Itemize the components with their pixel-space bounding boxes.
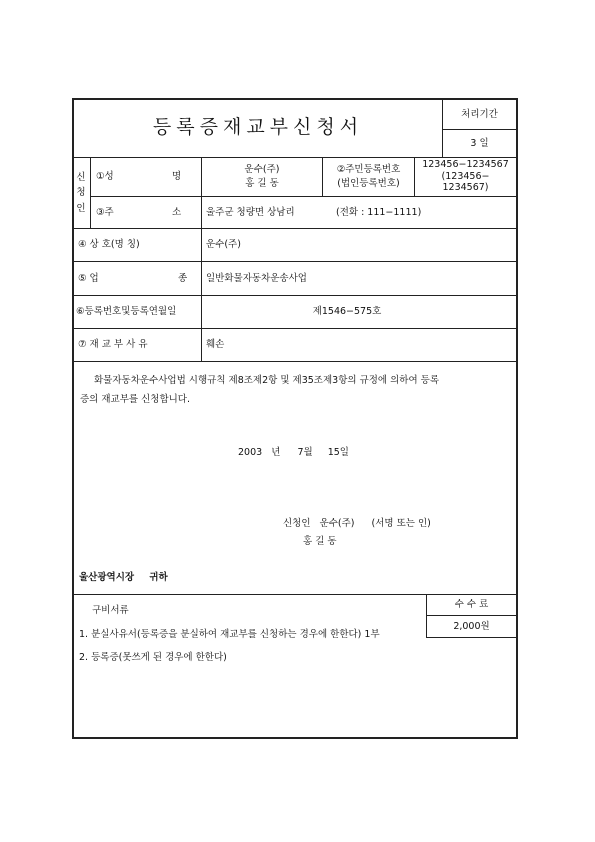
document-item-1: 1. 분실사유서(등록증을 분실하여 재교부를 신청하는 경우에 한한다) 1부 <box>79 629 380 641</box>
id-value <box>415 159 516 194</box>
form-bottom-border <box>72 737 518 739</box>
statement <box>80 372 510 409</box>
date-year-unit: 년 <box>271 447 281 458</box>
business-label-end: 종 <box>178 272 188 284</box>
company-label: ④ 상 호(명 칭) <box>78 239 140 251</box>
fee-bottom-line <box>426 637 518 638</box>
form-right-border <box>516 98 518 739</box>
name-label: ①성 <box>96 171 114 183</box>
signature-applicant-label: 신청인 <box>283 518 311 529</box>
reason-label: ⑦ 재 교 부 사 유 <box>78 339 148 351</box>
row-line <box>72 157 518 158</box>
address-label-end: 소 <box>172 206 182 218</box>
application-date <box>238 444 349 458</box>
statement-line2: 증의 재교부를 신청합니다. <box>80 393 191 405</box>
col-line <box>90 157 91 228</box>
form-title: 등록증재교부신청서 <box>152 116 364 139</box>
registration-value: 제1546−575호 <box>312 306 382 318</box>
name-value-line2: 홍 길 동 <box>245 178 279 189</box>
date-year: 2003 <box>238 447 263 458</box>
registration-label: ⑥등록번호및등록연월일 <box>76 306 177 318</box>
id-label-line1: ②주민등록번호 <box>336 164 401 175</box>
signature-applicant-name: 운수(주) <box>319 518 355 529</box>
business-label: ⑤ 업 <box>78 272 99 284</box>
name-label-end: 명 <box>172 171 182 183</box>
id-label-line2: (법인등록번호) <box>337 178 400 189</box>
date-month: 7월 <box>297 447 313 458</box>
row-line <box>90 196 518 197</box>
company-value: 운수(주) <box>206 239 241 251</box>
applicant-section-label: 신청인 <box>76 172 86 214</box>
name-value-line1: 운수(주) <box>244 164 280 175</box>
recipient-name: 울산광역시장 <box>79 572 135 583</box>
fee-value: 2,000원 <box>453 620 490 632</box>
fee-label: 수 수 료 <box>454 599 489 611</box>
document-item-2: 2. 등록증(못쓰게 된 경우에 한한다) <box>79 652 227 664</box>
address-value: 울주군 청량면 상남리 <box>206 206 295 218</box>
name-value <box>202 163 322 191</box>
phone-value: (전화 : 111−1111) <box>336 206 422 218</box>
business-value: 일반화물자동차운송사업 <box>206 272 307 284</box>
processing-period-value: 3 일 <box>470 137 489 149</box>
id-label <box>323 163 414 191</box>
recipient <box>79 569 168 583</box>
row-line <box>72 361 518 362</box>
reason-value: 훼손 <box>206 339 225 351</box>
signature-line <box>283 515 431 529</box>
processing-period-label: 처리기간 <box>461 108 498 120</box>
signature-note: (서명 또는 인) <box>371 518 431 529</box>
id-value-line2: (123456− <box>441 170 490 182</box>
recipient-suffix: 귀하 <box>149 572 168 583</box>
statement-line1: 화물자동차운수사업법 시행규칙 제8조제2항 및 제35조제3항의 규정에 의하여 등록 <box>94 375 440 386</box>
documents-header: 구비서류 <box>92 605 129 617</box>
id-value-line3: 1234567) <box>442 182 489 193</box>
signature-representative: 홍 길 동 <box>303 536 337 547</box>
id-value-line1: 123456−1234567 <box>422 159 509 170</box>
date-day: 15일 <box>327 447 349 458</box>
address-label: ③주 <box>96 206 114 218</box>
